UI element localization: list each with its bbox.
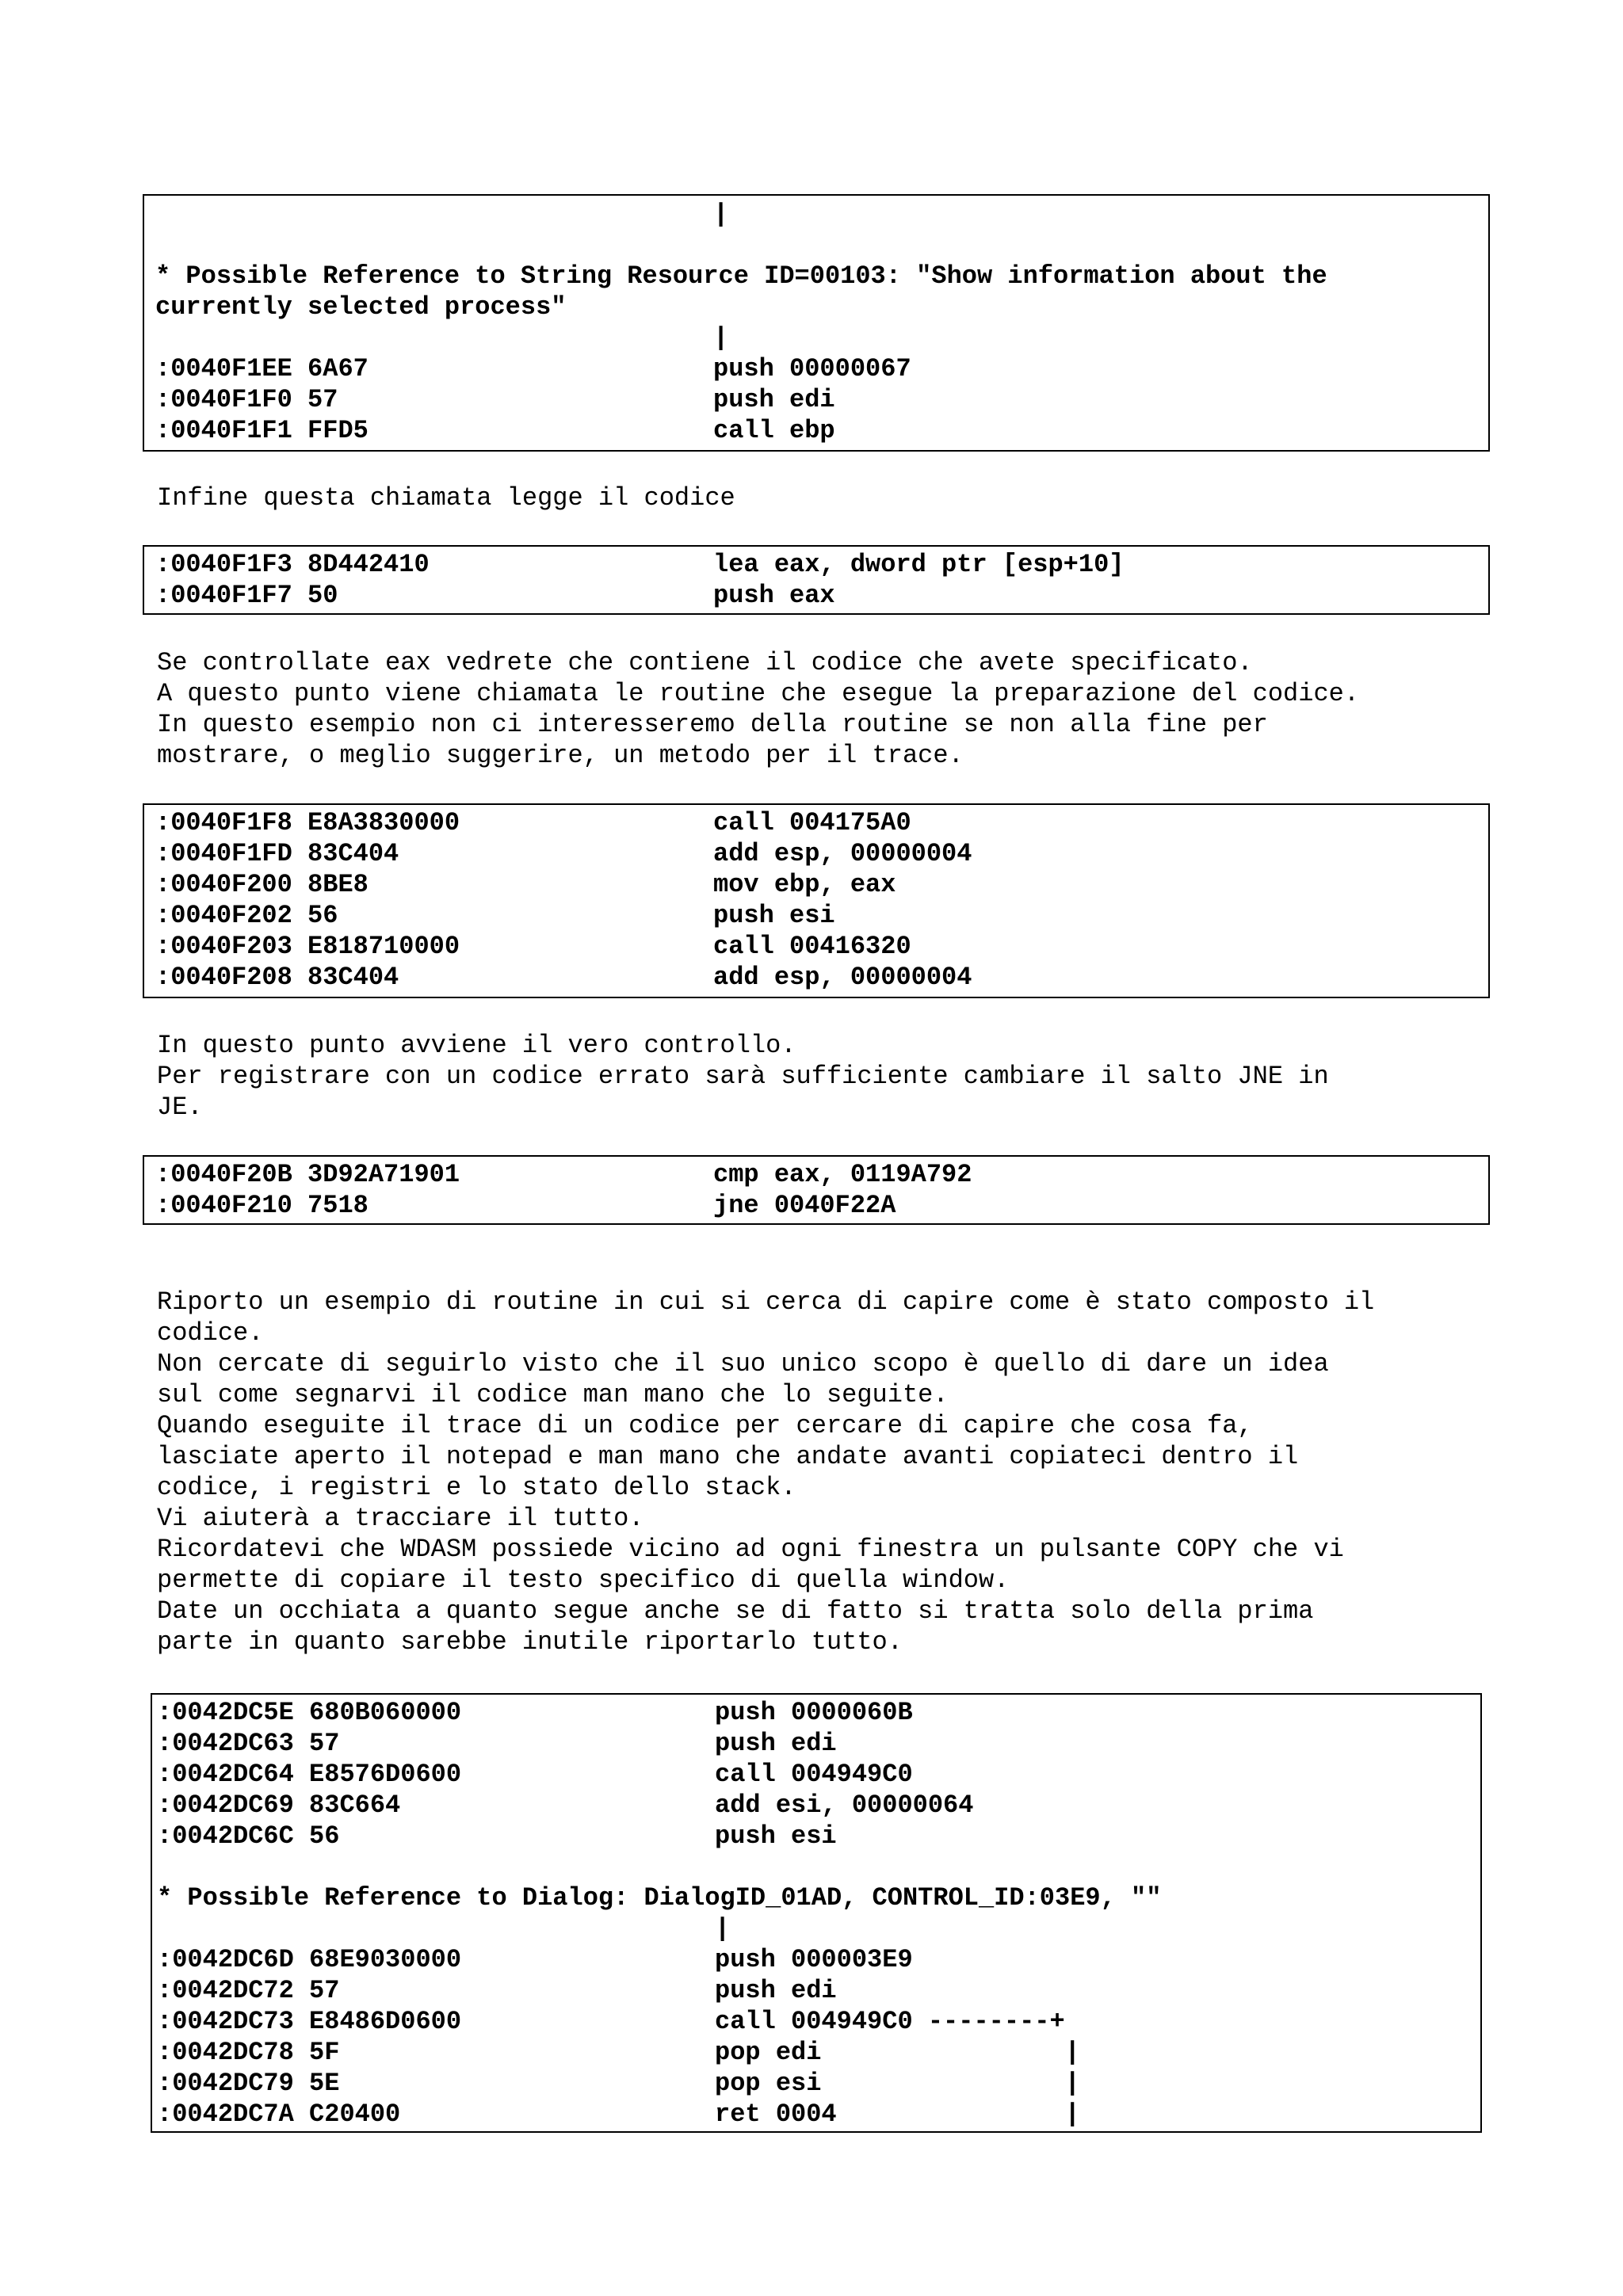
text-line: Infine questa chiamata legge il codice [157, 483, 735, 513]
code-line [157, 1821, 1480, 1852]
text-line: Vi aiuterà a tracciare il tutto. [157, 1504, 644, 1533]
code-line [157, 1913, 1480, 1944]
text-line: lasciate aperto il notepad e man mano che andate avanti copiateci dentro il [157, 1442, 1299, 1471]
code-address: :0040F203 E818710000 [155, 932, 460, 961]
code-line [157, 2006, 1480, 2037]
code-instruction: ret 0004 | [715, 2100, 1080, 2129]
code-block-4 [143, 1155, 1490, 1225]
code-instruction: cmp eax, 0119A792 [713, 1160, 972, 1189]
code-address: :0042DC79 5E [157, 2069, 340, 2098]
code-address: :0042DC69 83C664 [157, 1791, 401, 1820]
code-instruction: mov ebp, eax [713, 870, 896, 899]
paragraph-3 [157, 1030, 1329, 1123]
code-address: :0040F210 7518 [155, 1191, 369, 1220]
text-line: Riporto un esempio di routine in cui si cerca di capire come è stato composto il [157, 1287, 1375, 1317]
code-line [157, 1728, 1480, 1759]
code-address: :0042DC78 5F [157, 2038, 340, 2067]
code-address: :0042DC5E 680B060000 [157, 1698, 462, 1727]
code-line [157, 1759, 1480, 1790]
paragraph-2 [157, 647, 1359, 771]
text-line: In questo punto avviene il vero controllo. [157, 1031, 796, 1060]
text-line: In questo esempio non ci interesseremo della routine se non alla fine per [157, 710, 1268, 739]
code-address: :0040F1F8 E8A3830000 [155, 808, 460, 837]
code-address: :0040F1F7 50 [155, 581, 338, 610]
code-line [155, 1190, 1488, 1221]
code-instruction: call 004949C0 [715, 1760, 913, 1789]
code-instruction: call 00416320 [713, 932, 911, 961]
code-address: :0040F20B 3D92A71901 [155, 1160, 460, 1189]
reference-comment: currently selected process" [155, 292, 567, 322]
code-instruction: call 004949C0 --------+ [715, 2007, 1065, 2036]
code-line [155, 353, 1488, 384]
code-line [155, 199, 1488, 230]
code-address: :0042DC73 E8486D0600 [157, 2007, 462, 2036]
code-address: :0042DC63 57 [157, 1729, 340, 1758]
code-address: :0040F208 83C404 [155, 963, 399, 992]
code-address: :0042DC64 E8576D0600 [157, 1760, 462, 1789]
text-line: Date un occhiata a quanto segue anche se di fatto si tratta solo della prima [157, 1596, 1314, 1626]
code-line [155, 1159, 1488, 1190]
code-instruction: | [715, 1914, 731, 1943]
code-line [155, 384, 1488, 415]
code-instruction: push 00000067 [713, 354, 911, 383]
code-block-5 [151, 1693, 1482, 2133]
code-instruction: pop edi | [715, 2038, 1080, 2067]
code-line [155, 900, 1488, 931]
text-line: mostrare, o meglio suggerire, un metodo per il trace. [157, 741, 964, 770]
reference-comment: * Possible Reference to String Resource ID=00103: "Show information about the [155, 261, 1327, 291]
code-line [155, 962, 1488, 993]
code-line [155, 931, 1488, 962]
code-line [155, 261, 1488, 292]
text-line: codice. [157, 1318, 264, 1348]
code-instruction: | [713, 323, 729, 353]
text-line: Ricordatevi che WDASM possiede vicino ad ogni finestra un pulsante COPY che vi [157, 1535, 1344, 1564]
code-instruction: push esi [713, 901, 835, 930]
text-line: A questo punto viene chiamata le routine che esegue la preparazione del codice. [157, 679, 1360, 708]
code-line [155, 322, 1488, 353]
code-instruction: call ebp [713, 416, 835, 445]
code-line [157, 1882, 1480, 1913]
text-line: codice, i registri e lo stato dello stack. [157, 1473, 796, 1502]
code-line [157, 1975, 1480, 2006]
code-address: :0040F1FD 83C404 [155, 839, 399, 868]
code-block-3 [143, 803, 1490, 998]
code-line [155, 415, 1488, 446]
code-address: :0040F1F0 57 [155, 385, 338, 414]
code-line [157, 2068, 1480, 2099]
code-instruction: add esp, 00000004 [713, 839, 972, 868]
code-line [157, 1697, 1480, 1728]
paragraph-1 [157, 482, 735, 513]
code-address: :0040F1F3 8D442410 [155, 550, 430, 579]
code-instruction: add esi, 00000064 [715, 1791, 974, 1820]
code-instruction: push esi [715, 1821, 837, 1851]
paragraph-4 [157, 1287, 1374, 1657]
text-line: JE. [157, 1093, 203, 1122]
code-line [155, 549, 1488, 580]
code-instruction: push 000003E9 [715, 1945, 913, 1974]
code-instruction: add esp, 00000004 [713, 963, 972, 992]
code-block-1 [143, 194, 1490, 452]
code-block-2 [143, 545, 1490, 615]
code-instruction: push eax [713, 581, 835, 610]
text-line: Per registrare con un codice errato sarà sufficiente cambiare il salto JNE in [157, 1062, 1329, 1091]
code-instruction: push edi [713, 385, 835, 414]
code-address: :0042DC6D 68E9030000 [157, 1945, 462, 1974]
code-line [155, 580, 1488, 611]
code-line [155, 230, 1488, 261]
reference-comment: * Possible Reference to Dialog: DialogID_01AD, CONTROL_ID:03E9, "" [157, 1883, 1162, 1913]
code-instruction: pop esi | [715, 2069, 1080, 2098]
code-line [157, 1944, 1480, 1975]
code-line [155, 838, 1488, 869]
code-line [157, 2037, 1480, 2068]
code-line [157, 1790, 1480, 1821]
code-line [155, 807, 1488, 838]
code-address: :0042DC72 57 [157, 1976, 340, 2005]
code-address: :0040F1F1 FFD5 [155, 416, 369, 445]
text-line: Non cercate di seguirlo visto che il suo unico scopo è quello di dare un idea [157, 1349, 1329, 1379]
code-line [157, 2099, 1480, 2130]
code-instruction: call 004175A0 [713, 808, 911, 837]
code-instruction: push edi [715, 1976, 837, 2005]
code-instruction: jne 0040F22A [713, 1191, 896, 1220]
text-line: permette di copiare il testo specifico di quella window. [157, 1566, 1010, 1595]
code-instruction: | [713, 200, 729, 229]
code-instruction: push 0000060B [715, 1698, 913, 1727]
code-line [155, 292, 1488, 322]
text-line: parte in quanto sarebbe inutile riportarlo tutto. [157, 1627, 903, 1657]
text-line: Quando eseguite il trace di un codice per cercare di capire che cosa fa, [157, 1411, 1253, 1440]
code-address: :0040F202 56 [155, 901, 338, 930]
text-line: sul come segnarvi il codice man mano che lo seguite. [157, 1380, 949, 1409]
code-address: :0040F200 8BE8 [155, 870, 369, 899]
code-line [157, 1852, 1480, 1882]
code-address: :0042DC7A C20400 [157, 2100, 401, 2129]
code-instruction: push edi [715, 1729, 837, 1758]
code-instruction: lea eax, dword ptr [esp+10] [713, 550, 1125, 579]
code-address: :0042DC6C 56 [157, 1821, 340, 1851]
code-line [155, 869, 1488, 900]
code-address: :0040F1EE 6A67 [155, 354, 369, 383]
text-line: Se controllate eax vedrete che contiene il codice che avete specificato. [157, 648, 1253, 677]
